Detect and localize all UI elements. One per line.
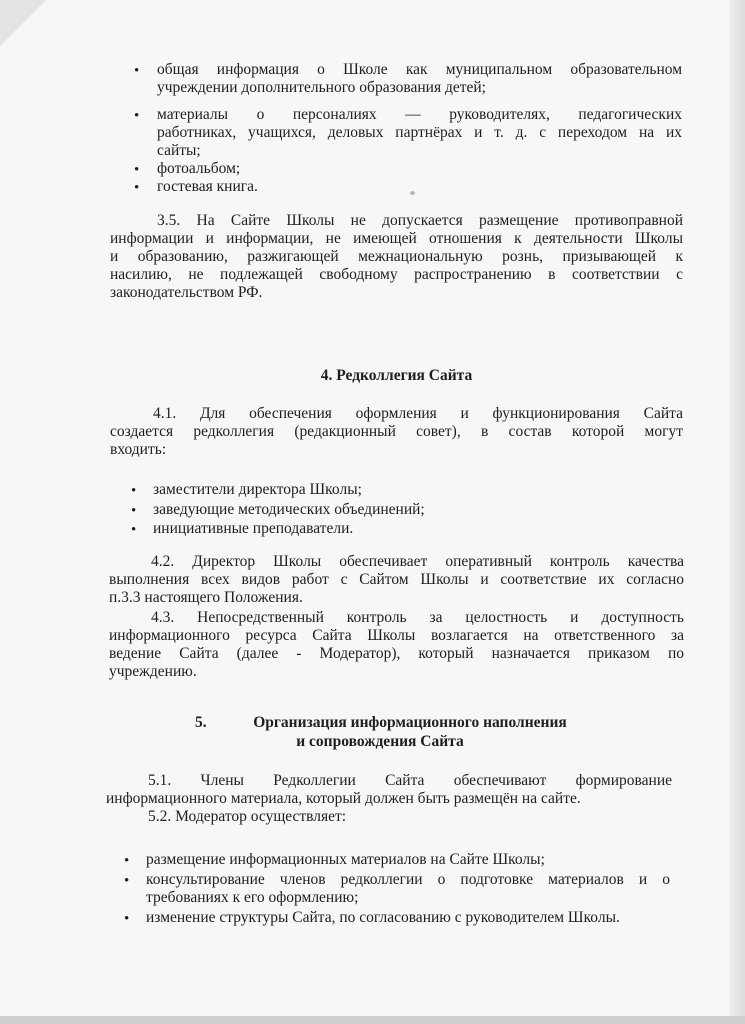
bullet-marker: • [124,911,130,927]
list-item: консультирование членов редколлегии о подготовке материалов и о требованиях к его оформлению; [146,871,670,906]
bullet-marker: • [134,108,140,124]
bullet-marker: • [134,63,140,79]
paragraph-4-3: 4.3. Непосредственный контроль за целостность и доступность информационного ресурса Сайта Школы возлагается на ответственного за ведение Сайта (далее - Модератор), который назначается приказом по учреждению. [109,609,684,680]
bullet-marker: • [131,522,137,538]
list-item: гостевая книга. [157,178,258,195]
paragraph-4-1: 4.1. Для обеспечения оформления и функционирования Сайта создается редколлегия (редакционный совет), в состав которой могут входить: [110,405,683,458]
list-item: заведующие методических объединений; [153,501,425,518]
page-corner-fold [0,0,46,46]
bullet-marker: • [124,853,130,869]
paragraph-5-2: 5.2. Модератор осуществляет: [148,808,347,825]
bullet-marker: • [131,483,137,499]
list-item: изменение структуры Сайта, по согласованию с руководителем Школы. [146,909,620,926]
bullet-marker: • [131,503,137,519]
list-item: заместители директора Школы; [153,481,362,498]
list-item: материалы о персоналиях — руководителях, педагогических работниках, учащихся, деловых партнёрах и т. д. с переходом на их сайты; [157,106,682,159]
paragraph-3-5: 3.5. На Сайте Школы не допускается размещение противоправной информации и информации, не имеющей отношения к деятельности Школы и образованию, разжигающей межнациональную рознь, призывающей к насилию, не подлежащей свободному распространению в соответствии с законодательством РФ. [110,212,683,301]
bullet-marker: • [134,162,140,178]
section-5-heading-line2: и сопровождения Сайта [296,733,464,750]
paragraph-4-2: 4.2. Директор Школы обеспечивает оперативный контроль качества выполнения всех видов работ с Сайтом Школы и соответствие их согласно п.3.3 настоящего Положения. [109,553,684,606]
section-4-heading: 4. Редколлегия Сайта [320,367,473,384]
page-right-edge [729,0,745,1024]
bullet-marker: • [134,180,140,196]
section-5-number: 5. [195,714,207,731]
list-item: инициативные преподаватели. [153,520,354,537]
section-5-heading-line1: Организация информационного наполнения [253,714,567,731]
paragraph-5-1: 5.1. Члены Редколлегии Сайта обеспечивают формирование информационного материала, который должен быть размещён на сайте. [106,772,672,807]
list-item: фотоальбом; [157,160,241,177]
bullet-marker: • [124,873,130,889]
list-item: размещение информационных материалов на Сайте Школы; [146,851,545,868]
page-bottom-edge [0,1016,745,1024]
list-item: общая информация о Школе как муниципальном образовательном учреждении дополнительного образования детей; [157,61,682,96]
